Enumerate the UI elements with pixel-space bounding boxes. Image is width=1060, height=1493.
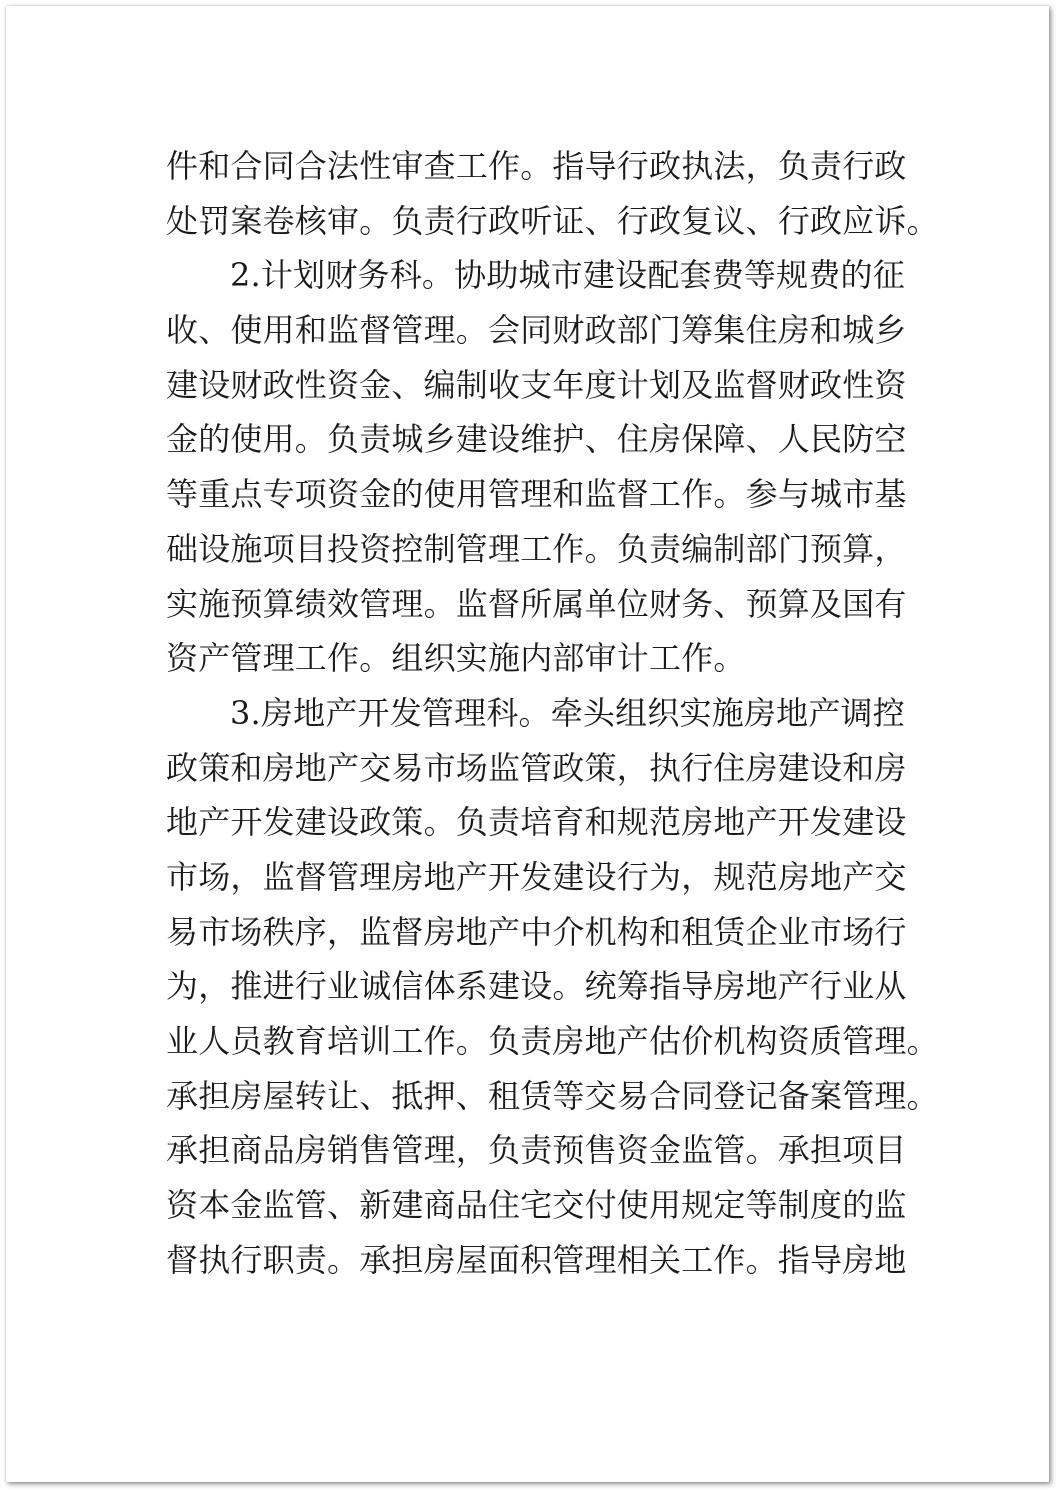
text-line: 市场，监督管理房地产开发建设行为，规范房地产交 [166,857,907,896]
text-line: 实施预算绩效管理。监督所属单位财务、预算及国有 [166,584,907,623]
text-line: 资本金监管、新建商品住宅交付使用规定等制度的监 [166,1186,907,1225]
text-line: 金的使用。负责城乡建设维护、住房保障、人民防空 [166,420,907,459]
body-text [166,139,939,1287]
text-line: 等重点专项资金的使用管理和监督工作。参与城市基 [166,475,907,514]
text-line: 建设财政性资金、编制收支年度计划及监督财政性资 [166,365,907,404]
text-line: 件和合同合法性审查工作。指导行政执法，负责行政 [166,147,907,185]
text-line: 资产管理工作。组织实施内部审计工作。 [166,639,746,678]
text-line: 础设施项目投资控制管理工作。负责编制部门预算， [166,529,907,568]
text-line: 易市场秩序，监督房地产中介机构和租赁企业市场行 [166,912,907,951]
text-line: 督执行职责。承担房屋面积管理相关工作。指导房地 [166,1240,907,1279]
text-line: 收、使用和监督管理。会同财政部门筹集住房和城乡 [166,311,907,350]
text-line: 地产开发建设政策。负责培育和规范房地产开发建设 [166,803,907,842]
text-line-paragraph-start: 2.计划财务科。协助城市建设配套费等规费的征 [230,256,905,295]
text-line-paragraph-start: 3.房地产开发管理科。牵头组织实施房地产调控 [230,693,905,732]
text-line: 处罚案卷核审。负责行政听证、行政复议、行政应诉。 [166,201,939,240]
text-line: 承担商品房销售管理，负责预售资金监管。承担项目 [166,1131,907,1170]
document-page [6,6,1049,1482]
text-line: 政策和房地产交易市场监管政策，执行住房建设和房 [166,748,907,787]
text-line: 承担房屋转让、抵押、租赁等交易合同登记备案管理。 [166,1076,939,1115]
text-line: 为，推进行业诚信体系建设。统筹指导房地产行业从 [166,967,907,1006]
text-line: 业人员教育培训工作。负责房地产估价机构资质管理。 [166,1022,939,1060]
